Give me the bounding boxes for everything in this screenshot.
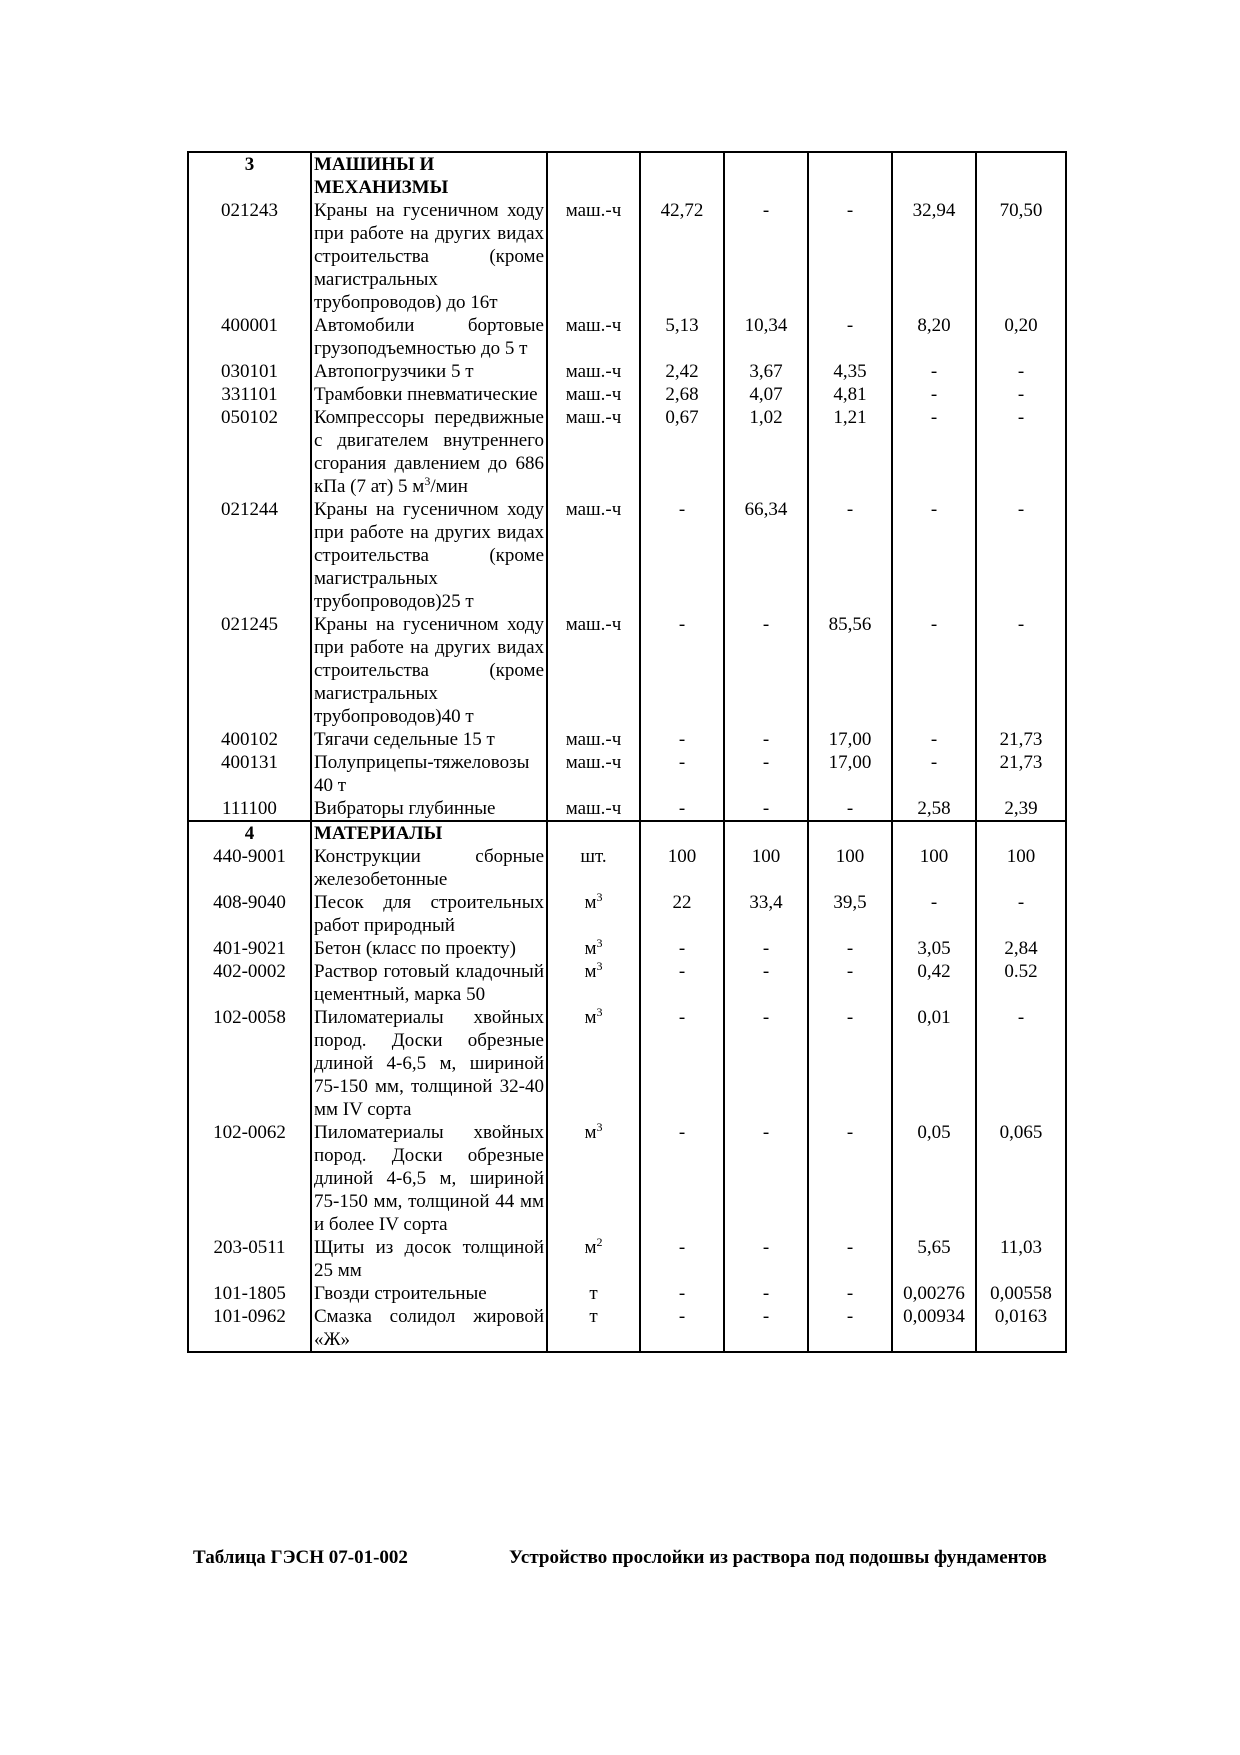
norm-value: 2,58: [892, 797, 976, 821]
resource-name-text: Вибраторы глубинные: [314, 798, 496, 819]
norm-value: -: [724, 1121, 808, 1236]
resource-code: 400131: [188, 751, 311, 797]
norm-value: -: [640, 1305, 724, 1352]
unit-text: т: [589, 1283, 598, 1304]
norm-value: -: [808, 937, 892, 960]
section-header-row: [188, 821, 1066, 845]
norm-value: 0,01: [892, 1006, 976, 1121]
section-header-row: [188, 152, 1066, 199]
resource-unit: [547, 406, 640, 498]
table-row: [188, 383, 1066, 406]
resource-code: 111100: [188, 797, 311, 821]
unit-sup: 3: [596, 1005, 603, 1019]
table-row: [188, 937, 1066, 960]
norm-value: 0,00276: [892, 1282, 976, 1305]
norm-value: 100: [892, 845, 976, 891]
norm-value: 5,65: [892, 1236, 976, 1282]
table-caption-title: Устройство прослойки из раствора под подошвы фундаментов: [509, 1547, 1047, 1568]
norm-value: -: [640, 1121, 724, 1236]
table-row: [188, 1305, 1066, 1352]
norm-value: 0.52: [976, 960, 1066, 1006]
resource-name-tail: /мин: [430, 476, 468, 497]
norm-value: -: [976, 498, 1066, 613]
norm-value: 3,05: [892, 937, 976, 960]
unit-text: маш.-ч: [565, 384, 622, 405]
resource-name: [311, 1305, 547, 1352]
unit-text: м: [584, 1007, 597, 1028]
empty-cell: [724, 152, 808, 199]
resource-name: [311, 383, 547, 406]
norm-value: -: [976, 383, 1066, 406]
norm-value: -: [640, 751, 724, 797]
section-title: [311, 821, 547, 845]
unit-text: маш.-ч: [565, 752, 622, 773]
norm-value: -: [892, 613, 976, 728]
resource-name-text: Гвозди строительные: [314, 1283, 487, 1304]
section-number: 3: [188, 152, 311, 199]
section-title-line1: МАШИНЫ И: [314, 154, 435, 175]
resource-unit: [547, 937, 640, 960]
resource-code: 021244: [188, 498, 311, 613]
unit-text: м: [584, 1122, 597, 1143]
empty-cell: [640, 152, 724, 199]
norm-value: -: [724, 1006, 808, 1121]
norm-value: -: [640, 960, 724, 1006]
unit-sup: 3: [596, 890, 603, 904]
resource-name-text: Автопогрузчики 5 т: [314, 361, 474, 382]
unit-text: маш.-ч: [565, 614, 622, 635]
resource-name: [311, 751, 547, 797]
resource-unit: [547, 797, 640, 821]
resource-unit: [547, 1121, 640, 1236]
norm-value: -: [808, 314, 892, 360]
resource-unit: [547, 891, 640, 937]
norm-value: 33,4: [724, 891, 808, 937]
norm-value: -: [892, 406, 976, 498]
norm-value: 0,42: [892, 960, 976, 1006]
norm-value: -: [892, 360, 976, 383]
norm-value: 100: [724, 845, 808, 891]
norm-value: 0,00934: [892, 1305, 976, 1352]
table-row: [188, 406, 1066, 498]
resource-unit: [547, 1282, 640, 1305]
empty-cell: [976, 821, 1066, 845]
norm-value: 21,73: [976, 728, 1066, 751]
resource-code: 102-0062: [188, 1121, 311, 1236]
unit-text: м: [584, 1237, 597, 1258]
resource-code: 102-0058: [188, 1006, 311, 1121]
norm-value: 39,5: [808, 891, 892, 937]
resource-name-text: Пиломатериалы хвойных пород. Доски обрезные длиной 4-6,5 м, шириной 75-150 мм, толщиной 32-40 мм IV сорта: [314, 1007, 544, 1120]
resource-unit: [547, 613, 640, 728]
resource-name-text: Раствор готовый кладочный цементный, марка 50: [314, 961, 544, 1005]
norm-value: 17,00: [808, 751, 892, 797]
norm-value: -: [808, 1236, 892, 1282]
norm-value: 100: [976, 845, 1066, 891]
empty-cell: [724, 821, 808, 845]
table-row: [188, 1282, 1066, 1305]
resource-name: [311, 960, 547, 1006]
resource-name-text: Смазка солидол жировой «Ж»: [314, 1306, 544, 1350]
resource-name: [311, 1236, 547, 1282]
resource-name: [311, 1282, 547, 1305]
resource-code: 021243: [188, 199, 311, 314]
resource-name-text: Трамбовки пневматические: [314, 384, 538, 405]
empty-cell: [892, 152, 976, 199]
resource-name-text: Краны на гусеничном ходу при работе на других видах строительства (кроме магистральных трубопроводов)40 т: [314, 614, 544, 727]
norm-value: 1,02: [724, 406, 808, 498]
unit-text: шт.: [580, 846, 607, 867]
resource-code: 021245: [188, 613, 311, 728]
norm-value: -: [724, 797, 808, 821]
resource-code: 402-0002: [188, 960, 311, 1006]
norm-value: 0,05: [892, 1121, 976, 1236]
table-row: [188, 314, 1066, 360]
unit-text: м: [584, 892, 597, 913]
section-title-line2: МЕХАНИЗМЫ: [314, 177, 449, 198]
table-row: [188, 199, 1066, 314]
resource-name-text: Пиломатериалы хвойных пород. Доски обрезные длиной 4-6,5 м, шириной 75-150 мм, толщиной 44 мм и более IV сорта: [314, 1122, 544, 1235]
resource-name: [311, 360, 547, 383]
unit-text: м: [584, 938, 597, 959]
norm-value: 42,72: [640, 199, 724, 314]
section-title: [311, 152, 547, 199]
norm-value: -: [808, 498, 892, 613]
norm-value: -: [640, 613, 724, 728]
unit-text: маш.-ч: [565, 407, 622, 428]
resource-name-text: Компрессоры передвижные с двигателем внутреннего сгорания давлением до 686 кПа (7 ат) 5 м: [314, 407, 544, 497]
norm-value: -: [892, 498, 976, 613]
norm-value: 21,73: [976, 751, 1066, 797]
norm-value: 70,50: [976, 199, 1066, 314]
unit-text: маш.-ч: [565, 361, 622, 382]
resource-name-sup: 3: [424, 474, 431, 488]
unit-text: маш.-ч: [565, 315, 622, 336]
empty-cell: [892, 821, 976, 845]
resource-name-text: Автомобили бортовые грузоподъемностью до 5 т: [314, 315, 544, 359]
norm-value: -: [724, 1236, 808, 1282]
resource-unit: [547, 960, 640, 1006]
norm-value: 2,39: [976, 797, 1066, 821]
norm-value: -: [808, 1282, 892, 1305]
norm-value: -: [976, 360, 1066, 383]
resource-unit: [547, 728, 640, 751]
norm-value: -: [976, 1006, 1066, 1121]
resource-name: [311, 498, 547, 613]
norm-value: 0,065: [976, 1121, 1066, 1236]
empty-cell: [547, 152, 640, 199]
resource-code: 408-9040: [188, 891, 311, 937]
norm-value: 66,34: [724, 498, 808, 613]
resource-unit: [547, 751, 640, 797]
resource-name: [311, 406, 547, 498]
resource-name: [311, 1006, 547, 1121]
table-row: [188, 751, 1066, 797]
resource-code: 400001: [188, 314, 311, 360]
table-row: [188, 797, 1066, 821]
norm-value: -: [640, 937, 724, 960]
norm-value: -: [976, 406, 1066, 498]
norm-value: -: [976, 891, 1066, 937]
resource-name: [311, 937, 547, 960]
table-row: [188, 1121, 1066, 1236]
table-caption-number: Таблица ГЭСН 07-01-002: [193, 1547, 408, 1568]
resource-name-text: Тягачи седельные 15 т: [314, 729, 495, 750]
norm-value: 5,13: [640, 314, 724, 360]
norms-table: [187, 151, 1067, 1353]
resource-name: [311, 845, 547, 891]
resource-name: [311, 797, 547, 821]
resource-name: [311, 728, 547, 751]
table-row: [188, 891, 1066, 937]
resource-code: 400102: [188, 728, 311, 751]
unit-text: маш.-ч: [565, 798, 622, 819]
norm-value: -: [808, 960, 892, 1006]
norm-value: -: [892, 728, 976, 751]
unit-text: м: [584, 961, 597, 982]
norm-value: -: [808, 1305, 892, 1352]
norm-value: 10,34: [724, 314, 808, 360]
resource-name-text: Краны на гусеничном ходу при работе на других видах строительства (кроме магистральных трубопроводов)25 т: [314, 499, 544, 612]
table-row: [188, 360, 1066, 383]
resource-unit: [547, 498, 640, 613]
resource-name: [311, 613, 547, 728]
norm-value: -: [976, 613, 1066, 728]
norm-value: -: [640, 498, 724, 613]
resource-code: 440-9001: [188, 845, 311, 891]
resource-unit: [547, 1006, 640, 1121]
section-title-line1: МАТЕРИАЛЫ: [314, 823, 443, 844]
resource-unit: [547, 199, 640, 314]
norm-value: -: [892, 383, 976, 406]
resource-code: 203-0511: [188, 1236, 311, 1282]
table-row: [188, 845, 1066, 891]
resource-unit: [547, 360, 640, 383]
resource-name: [311, 199, 547, 314]
empty-cell: [547, 821, 640, 845]
resource-name-text: Бетон (класс по проекту): [314, 938, 517, 959]
norm-value: 4,81: [808, 383, 892, 406]
norms-table-body: [188, 152, 1066, 1352]
norm-value: 2,84: [976, 937, 1066, 960]
resource-name-text: Конструкции сборные железобетонные: [314, 846, 544, 890]
norm-value: -: [640, 728, 724, 751]
norm-value: 17,00: [808, 728, 892, 751]
resource-name: [311, 314, 547, 360]
table-row: [188, 613, 1066, 728]
norm-value: -: [892, 751, 976, 797]
norm-value: -: [892, 891, 976, 937]
norm-value: -: [724, 751, 808, 797]
table-row: [188, 960, 1066, 1006]
norm-value: 22: [640, 891, 724, 937]
resource-code: 101-1805: [188, 1282, 311, 1305]
norm-value: -: [724, 1282, 808, 1305]
empty-cell: [640, 821, 724, 845]
resource-code: 331101: [188, 383, 311, 406]
norm-value: -: [808, 199, 892, 314]
section-number: 4: [188, 821, 311, 845]
norm-value: -: [808, 1121, 892, 1236]
norm-value: -: [724, 937, 808, 960]
norm-value: -: [724, 613, 808, 728]
resource-name-text: Полуприцепы-тяжеловозы 40 т: [314, 752, 530, 796]
norm-value: 100: [640, 845, 724, 891]
empty-cell: [808, 821, 892, 845]
norm-value: 0,00558: [976, 1282, 1066, 1305]
norm-value: 0,67: [640, 406, 724, 498]
resource-code: 030101: [188, 360, 311, 383]
resource-unit: [547, 383, 640, 406]
norm-value: 85,56: [808, 613, 892, 728]
resource-code: 050102: [188, 406, 311, 498]
table-row: [188, 728, 1066, 751]
unit-text: маш.-ч: [565, 499, 622, 520]
unit-sup: 2: [596, 1235, 603, 1249]
norm-value: 4,07: [724, 383, 808, 406]
resource-unit: [547, 845, 640, 891]
norm-value: -: [724, 960, 808, 1006]
norm-value: -: [640, 797, 724, 821]
norm-value: 2,42: [640, 360, 724, 383]
unit-text: маш.-ч: [565, 200, 622, 221]
resource-name: [311, 1121, 547, 1236]
resource-unit: [547, 1236, 640, 1282]
resource-code: 101-0962: [188, 1305, 311, 1352]
norm-value: 32,94: [892, 199, 976, 314]
unit-text: т: [589, 1306, 598, 1327]
norm-value: -: [808, 797, 892, 821]
empty-cell: [976, 152, 1066, 199]
norm-value: -: [724, 1305, 808, 1352]
norm-value: -: [640, 1006, 724, 1121]
resource-name: [311, 891, 547, 937]
unit-sup: 3: [596, 959, 603, 973]
norm-value: 1,21: [808, 406, 892, 498]
resource-name-text: Песок для строительных работ природный: [314, 892, 544, 936]
norm-value: 0,0163: [976, 1305, 1066, 1352]
unit-text: маш.-ч: [565, 729, 622, 750]
resource-code: 401-9021: [188, 937, 311, 960]
norm-value: 11,03: [976, 1236, 1066, 1282]
norm-value: -: [808, 1006, 892, 1121]
norm-value: 100: [808, 845, 892, 891]
resource-unit: [547, 1305, 640, 1352]
table-row: [188, 498, 1066, 613]
resource-name-text: Краны на гусеничном ходу при работе на других видах строительства (кроме магистральных трубопроводов) до 16т: [314, 200, 544, 313]
resource-unit: [547, 314, 640, 360]
norm-value: 0,20: [976, 314, 1066, 360]
table-row: [188, 1236, 1066, 1282]
empty-cell: [808, 152, 892, 199]
norm-value: -: [640, 1282, 724, 1305]
resource-name-text: Щиты из досок толщиной 25 мм: [314, 1237, 544, 1281]
norm-value: -: [724, 728, 808, 751]
norm-value: -: [640, 1236, 724, 1282]
norm-value: 3,67: [724, 360, 808, 383]
norm-value: -: [724, 199, 808, 314]
norm-value: 4,35: [808, 360, 892, 383]
unit-sup: 3: [596, 936, 603, 950]
unit-sup: 3: [596, 1120, 603, 1134]
table-row: [188, 1006, 1066, 1121]
norm-value: 8,20: [892, 314, 976, 360]
norm-value: 2,68: [640, 383, 724, 406]
